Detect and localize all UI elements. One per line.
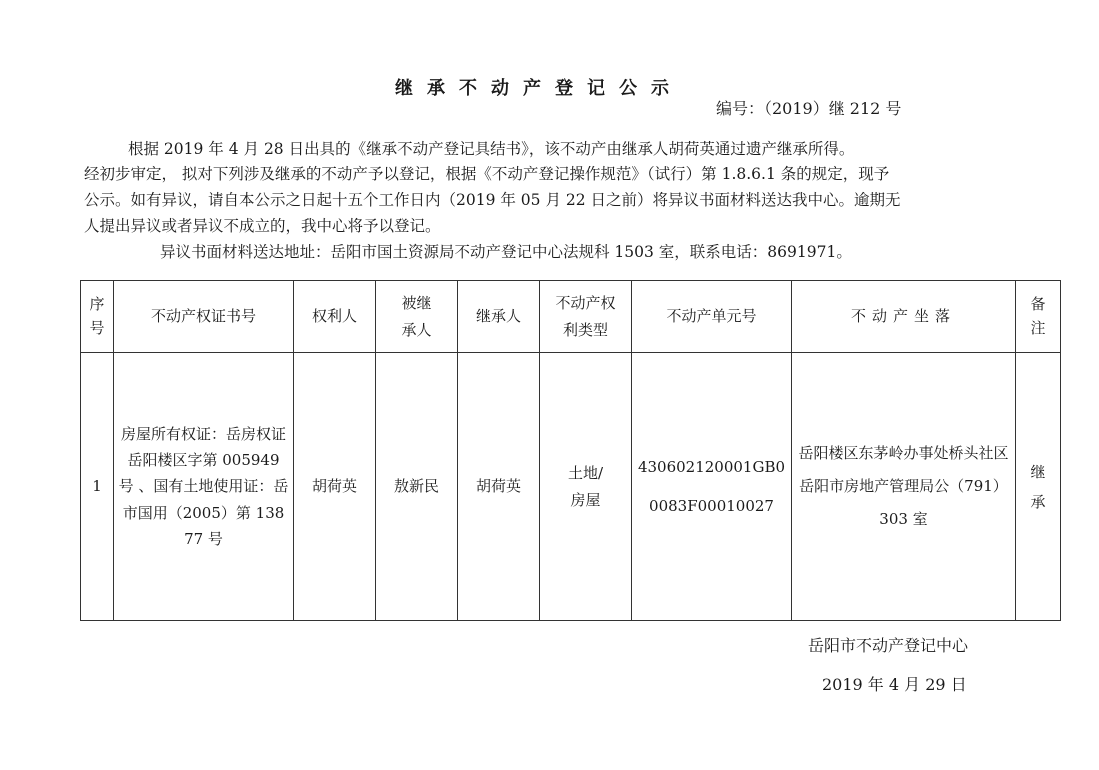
table-row	[81, 353, 1061, 621]
header-holder: 权利人	[294, 281, 376, 353]
body-paragraph-line: 人提出异议或者异议不成立的，我中心将予以登记。	[84, 217, 441, 235]
body-paragraph-line: 公示。如有异议，请自本公示之日起十五个工作日内（2019 年 05 月 22 日之前）将异议书面材料送达我中心。逾期无	[84, 191, 901, 209]
header-unit-number: 不动产单元号	[632, 281, 792, 353]
header-heir: 继承人	[458, 281, 540, 353]
cell-unit-number: 430602120001GB00083F00010027	[632, 353, 792, 621]
cell-cert-number: 房屋所有权证：岳房权证岳阳楼区字第 005949 号 、国有土地使用证：岳市国用（2005）第 13877 号	[114, 353, 294, 621]
issue-date: 2019 年 4 月 29 日	[822, 675, 967, 694]
header-right-type: 不动产权利类型	[540, 281, 632, 353]
table-header-row	[81, 281, 1061, 353]
document-title: 继承不动产登记公示	[395, 78, 683, 99]
cell-holder: 胡荷英	[294, 353, 376, 621]
cell-decedent: 敖新民	[376, 353, 458, 621]
cell-remark: 继承	[1016, 353, 1061, 621]
header-remark: 备注	[1016, 281, 1061, 353]
objection-address-line: 异议书面材料送达地址：岳阳市国土资源局不动产登记中心法规科 1503 室，联系电话：8691971。	[160, 243, 852, 261]
header-location: 不动产坐落	[792, 281, 1016, 353]
document-number: 编号：（2019）继 212 号	[716, 99, 902, 118]
cell-right-type: 土地/房屋	[540, 353, 632, 621]
header-cert-number: 不动产权证书号	[114, 281, 294, 353]
issuing-organization: 岳阳市不动产登记中心	[808, 636, 969, 655]
cell-location: 岳阳楼区东茅岭办事处桥头社区岳阳市房地产管理局公（791）303 室	[792, 353, 1016, 621]
header-decedent: 被继承人	[376, 281, 458, 353]
cell-heir: 胡荷英	[458, 353, 540, 621]
body-paragraph-line: 根据 2019 年 4 月 28 日出具的《继承不动产登记具结书》，该不动产由继承人胡荷英通过遗产继承所得。	[128, 140, 855, 158]
body-paragraph-line: 经初步审定， 拟对下列涉及继承的不动产予以登记，根据《不动产登记操作规范》（试行）第 1.8.6.1 条的规定，现予	[84, 165, 890, 183]
cell-seq: 1	[81, 353, 114, 621]
header-seq: 序号	[81, 281, 114, 353]
registration-table	[80, 280, 1061, 621]
